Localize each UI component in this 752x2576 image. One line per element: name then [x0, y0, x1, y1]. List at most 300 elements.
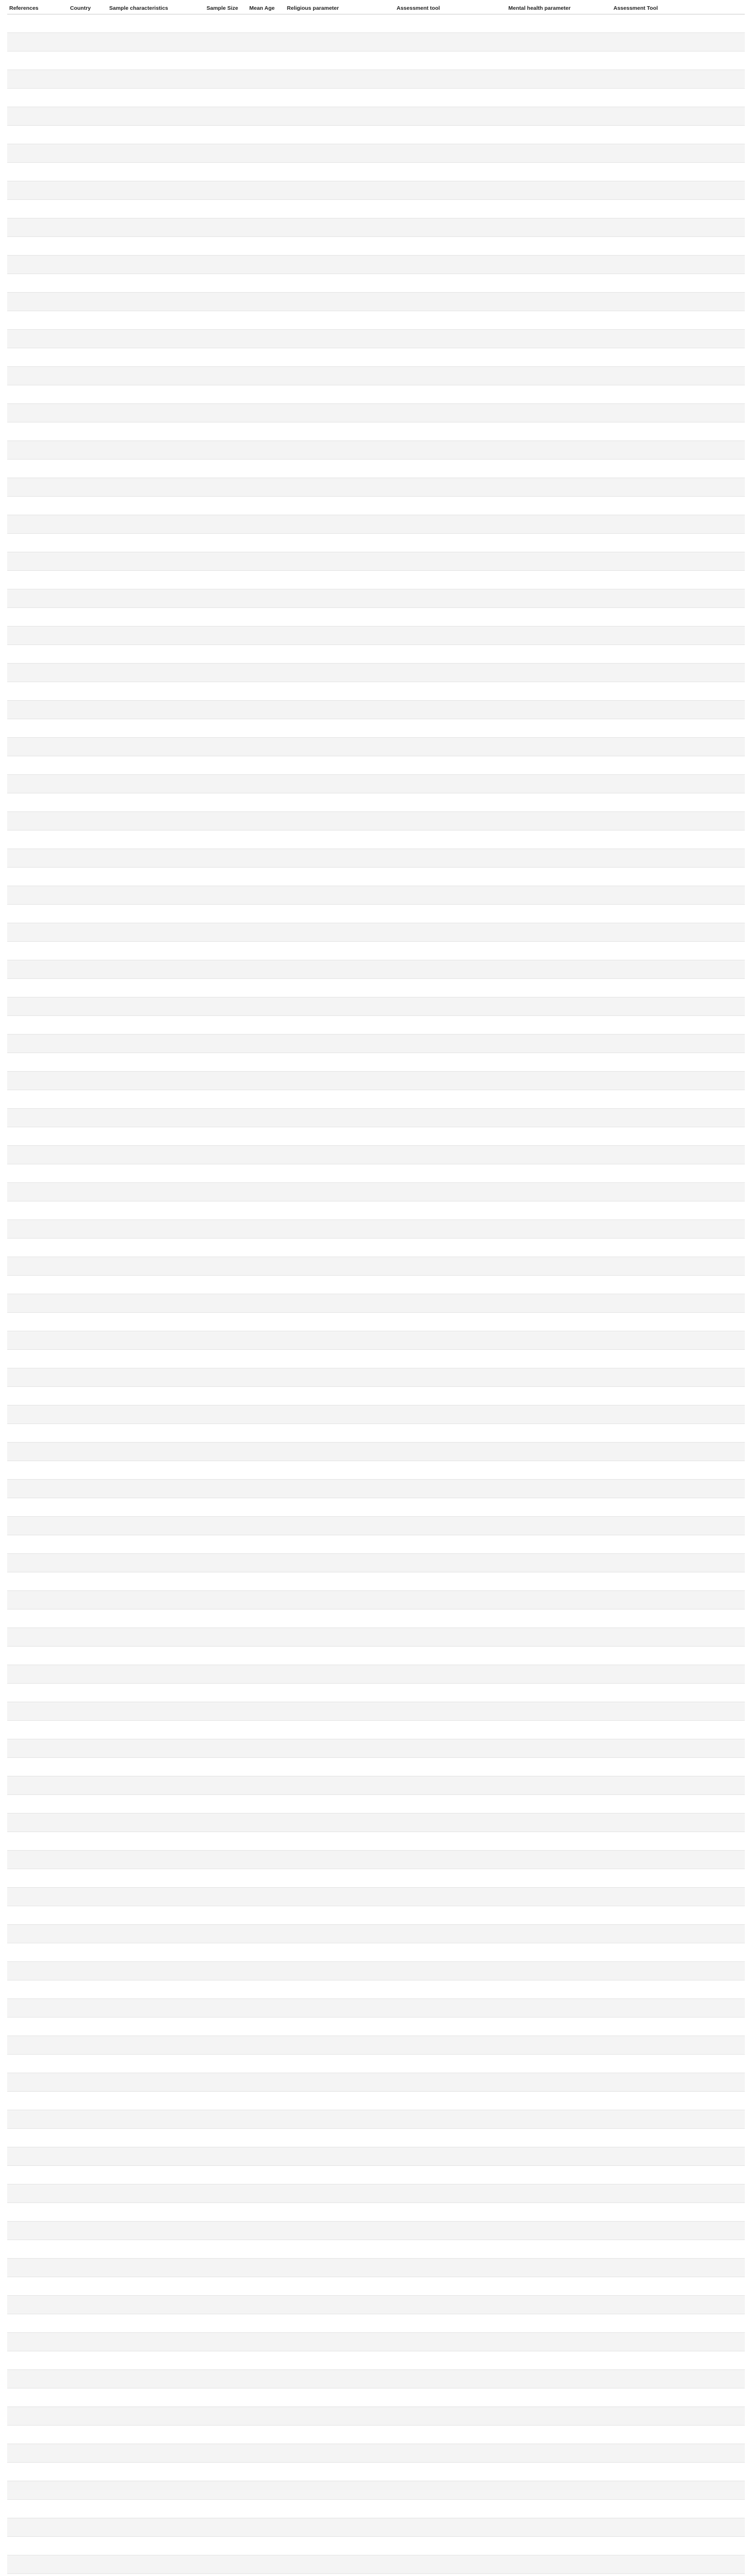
cell-sample-characteristics [107, 905, 204, 923]
header-sample-characteristics: Sample characteristics [107, 3, 204, 14]
cell-references[interactable] [7, 181, 68, 200]
cell-sample-size [204, 2129, 247, 2147]
cell-references[interactable] [7, 1702, 68, 1721]
cell-mental-health-parameter [506, 181, 611, 200]
cell-references[interactable] [7, 2092, 68, 2110]
cell-references[interactable] [7, 1201, 68, 1220]
cell-references[interactable] [7, 2018, 68, 2036]
cell-references[interactable] [7, 1498, 68, 1517]
cell-references[interactable] [7, 1962, 68, 1980]
cell-references[interactable] [7, 2444, 68, 2463]
cell-sample-characteristics [107, 682, 204, 701]
cell-references[interactable] [7, 2110, 68, 2129]
table-row [7, 2463, 745, 2481]
cell-assessment-tool-religion [395, 144, 506, 163]
cell-references[interactable] [7, 1350, 68, 1368]
cell-assessment-tool-mental-health [611, 2388, 745, 2407]
cell-references[interactable] [7, 2296, 68, 2314]
cell-references[interactable] [7, 1758, 68, 1776]
cell-references[interactable] [7, 1387, 68, 1405]
cell-mental-health-parameter [506, 2147, 611, 2166]
cell-mean-age [247, 404, 285, 422]
cell-mean-age [247, 70, 285, 89]
cell-mental-health-parameter [506, 1164, 611, 1183]
cell-references[interactable] [7, 404, 68, 422]
cell-references[interactable] [7, 1776, 68, 1795]
cell-references[interactable] [7, 330, 68, 348]
cell-references[interactable] [7, 2518, 68, 2537]
cell-references[interactable] [7, 1888, 68, 1906]
cell-country [68, 70, 107, 89]
cell-country [68, 1164, 107, 1183]
cell-assessment-tool-mental-health [611, 14, 745, 33]
cell-mental-health-parameter [506, 1183, 611, 1201]
cell-sample-characteristics [107, 144, 204, 163]
cell-references[interactable] [7, 942, 68, 960]
cell-references[interactable] [7, 1999, 68, 2018]
cell-references[interactable] [7, 886, 68, 905]
cell-country [68, 497, 107, 515]
cell-country [68, 441, 107, 460]
cell-references[interactable] [7, 701, 68, 719]
cell-references[interactable] [7, 793, 68, 812]
cell-religious-parameter [285, 1925, 395, 1943]
cell-mean-age [247, 1276, 285, 1294]
table-row [7, 645, 745, 664]
cell-assessment-tool-mental-health [611, 1072, 745, 1090]
cell-assessment-tool-religion [395, 1739, 506, 1758]
table-row [7, 2147, 745, 2166]
cell-references[interactable] [7, 1851, 68, 1869]
cell-references[interactable] [7, 997, 68, 1016]
cell-references[interactable] [7, 1090, 68, 1109]
cell-references[interactable] [7, 1572, 68, 1591]
cell-references[interactable] [7, 2481, 68, 2500]
cell-references[interactable] [7, 1072, 68, 1090]
cell-mental-health-parameter [506, 1609, 611, 1628]
cell-sample-size [204, 1368, 247, 1387]
cell-country [68, 274, 107, 293]
cell-references[interactable] [7, 311, 68, 330]
cell-references[interactable] [7, 2555, 68, 2574]
cell-mental-health-parameter [506, 1035, 611, 1053]
cell-references[interactable] [7, 1053, 68, 1072]
cell-references[interactable] [7, 1257, 68, 1276]
cell-mean-age [247, 1535, 285, 1554]
cell-references[interactable] [7, 460, 68, 478]
cell-references[interactable] [7, 107, 68, 126]
cell-religious-parameter [285, 2481, 395, 2500]
cell-references[interactable] [7, 645, 68, 664]
cell-references[interactable] [7, 923, 68, 942]
cell-references[interactable] [7, 552, 68, 571]
cell-references[interactable] [7, 478, 68, 497]
cell-references[interactable] [7, 1368, 68, 1387]
cell-references[interactable] [7, 1925, 68, 1943]
cell-country [68, 2537, 107, 2555]
cell-references[interactable] [7, 274, 68, 293]
cell-sample-size [204, 441, 247, 460]
cell-mean-age [247, 886, 285, 905]
cell-references[interactable] [7, 756, 68, 775]
cell-references[interactable] [7, 1183, 68, 1201]
cell-assessment-tool-religion [395, 812, 506, 831]
cell-sample-characteristics [107, 2055, 204, 2073]
cell-sample-size [204, 237, 247, 256]
cell-country [68, 330, 107, 348]
cell-mental-health-parameter [506, 2296, 611, 2314]
cell-assessment-tool-mental-health [611, 831, 745, 849]
cell-sample-characteristics [107, 1554, 204, 1572]
cell-mean-age [247, 738, 285, 756]
cell-sample-characteristics [107, 2518, 204, 2537]
cell-mental-health-parameter [506, 1721, 611, 1739]
cell-references[interactable] [7, 1239, 68, 1257]
cell-references[interactable] [7, 441, 68, 460]
cell-references[interactable] [7, 2407, 68, 2426]
cell-references[interactable] [7, 1628, 68, 1647]
cell-mental-health-parameter [506, 1554, 611, 1572]
cell-mean-age [247, 1647, 285, 1665]
cell-sample-size [204, 1591, 247, 1609]
cell-references[interactable] [7, 2537, 68, 2555]
cell-references[interactable] [7, 1832, 68, 1851]
cell-assessment-tool-mental-health [611, 367, 745, 385]
cell-sample-size [204, 1572, 247, 1591]
cell-references[interactable] [7, 812, 68, 831]
cell-references[interactable] [7, 664, 68, 682]
cell-references[interactable] [7, 497, 68, 515]
table-row [7, 1294, 745, 1313]
cell-religious-parameter [285, 2110, 395, 2129]
table-row [7, 1368, 745, 1387]
cell-references[interactable] [7, 52, 68, 70]
cell-references[interactable] [7, 1609, 68, 1628]
cell-religious-parameter [285, 237, 395, 256]
cell-assessment-tool-religion [395, 2092, 506, 2110]
cell-mean-age [247, 2518, 285, 2537]
cell-sample-size [204, 1758, 247, 1776]
cell-references[interactable] [7, 89, 68, 107]
cell-references[interactable] [7, 960, 68, 979]
cell-references[interactable] [7, 2073, 68, 2092]
cell-assessment-tool-religion [395, 2314, 506, 2333]
cell-mental-health-parameter [506, 775, 611, 793]
cell-mental-health-parameter [506, 1405, 611, 1424]
cell-sample-size [204, 1443, 247, 1461]
cell-religious-parameter [285, 1127, 395, 1146]
cell-references[interactable] [7, 1220, 68, 1239]
cell-country [68, 831, 107, 849]
cell-references[interactable] [7, 1554, 68, 1572]
cell-assessment-tool-mental-health [611, 2018, 745, 2036]
cell-assessment-tool-mental-health [611, 2407, 745, 2426]
cell-assessment-tool-religion [395, 2277, 506, 2296]
cell-country [68, 107, 107, 126]
cell-mean-age [247, 1814, 285, 1832]
cell-references[interactable] [7, 1294, 68, 1313]
cell-assessment-tool-mental-health [611, 1832, 745, 1851]
cell-country [68, 1721, 107, 1739]
cell-references[interactable] [7, 1480, 68, 1498]
cell-references[interactable] [7, 1331, 68, 1350]
cell-mean-age [247, 1035, 285, 1053]
cell-sample-size [204, 1313, 247, 1331]
cell-sample-size [204, 1239, 247, 1257]
cell-religious-parameter [285, 1276, 395, 1294]
cell-references[interactable] [7, 775, 68, 793]
cell-religious-parameter [285, 2240, 395, 2259]
cell-references[interactable] [7, 2184, 68, 2203]
cell-sample-size [204, 385, 247, 404]
cell-mental-health-parameter [506, 1999, 611, 2018]
cell-religious-parameter [285, 1368, 395, 1387]
cell-references[interactable] [7, 1405, 68, 1424]
cell-mean-age [247, 1016, 285, 1035]
cell-country [68, 1591, 107, 1609]
cell-references[interactable] [7, 2500, 68, 2518]
cell-religious-parameter [285, 14, 395, 33]
cell-references[interactable] [7, 1164, 68, 1183]
cell-assessment-tool-mental-health [611, 2481, 745, 2500]
cell-references[interactable] [7, 1591, 68, 1609]
table-row [7, 1814, 745, 1832]
cell-references[interactable] [7, 1109, 68, 1127]
cell-references[interactable] [7, 144, 68, 163]
cell-sample-characteristics [107, 441, 204, 460]
cell-religious-parameter [285, 1832, 395, 1851]
cell-references[interactable] [7, 515, 68, 534]
cell-sample-characteristics [107, 1109, 204, 1127]
cell-references[interactable] [7, 571, 68, 589]
cell-mental-health-parameter [506, 441, 611, 460]
cell-mental-health-parameter [506, 1350, 611, 1368]
cell-references[interactable] [7, 1684, 68, 1702]
table-row [7, 812, 745, 831]
cell-references[interactable] [7, 2222, 68, 2240]
cell-country [68, 1146, 107, 1164]
cell-mental-health-parameter [506, 1758, 611, 1776]
cell-mean-age [247, 2407, 285, 2426]
cell-assessment-tool-religion [395, 1943, 506, 1962]
cell-references[interactable] [7, 738, 68, 756]
cell-mean-age [247, 367, 285, 385]
cell-religious-parameter [285, 1461, 395, 1480]
cell-sample-characteristics [107, 2426, 204, 2444]
cell-religious-parameter [285, 1591, 395, 1609]
cell-country [68, 997, 107, 1016]
cell-country [68, 2388, 107, 2407]
cell-mean-age [247, 422, 285, 441]
cell-references[interactable] [7, 1424, 68, 1443]
cell-sample-size [204, 2073, 247, 2092]
cell-mental-health-parameter [506, 905, 611, 923]
cell-assessment-tool-mental-health [611, 89, 745, 107]
cell-references[interactable] [7, 1517, 68, 1535]
cell-sample-characteristics [107, 218, 204, 237]
cell-country [68, 2110, 107, 2129]
cell-assessment-tool-religion [395, 441, 506, 460]
cell-references[interactable] [7, 626, 68, 645]
cell-references[interactable] [7, 1647, 68, 1665]
cell-references[interactable] [7, 534, 68, 552]
cell-sample-characteristics [107, 2129, 204, 2147]
cell-country [68, 2574, 107, 2576]
cell-mental-health-parameter [506, 2222, 611, 2240]
cell-references[interactable] [7, 719, 68, 738]
cell-references[interactable] [7, 2240, 68, 2259]
cell-country [68, 1702, 107, 1721]
cell-mental-health-parameter [506, 2351, 611, 2370]
cell-religious-parameter [285, 719, 395, 738]
cell-references[interactable] [7, 126, 68, 144]
cell-references[interactable] [7, 2259, 68, 2277]
cell-mean-age [247, 2426, 285, 2444]
header-references: References [7, 3, 68, 14]
cell-religious-parameter [285, 552, 395, 571]
cell-references[interactable] [7, 2203, 68, 2222]
cell-references[interactable] [7, 1016, 68, 1035]
cell-sample-characteristics [107, 2277, 204, 2296]
cell-references[interactable] [7, 2166, 68, 2184]
cell-references[interactable] [7, 1980, 68, 1999]
table-row [7, 274, 745, 293]
cell-assessment-tool-mental-health [611, 330, 745, 348]
cell-assessment-tool-religion [395, 1220, 506, 1239]
cell-references[interactable] [7, 348, 68, 367]
cell-references[interactable] [7, 1906, 68, 1925]
cell-references[interactable] [7, 33, 68, 52]
cell-mental-health-parameter [506, 1424, 611, 1443]
cell-mental-health-parameter [506, 886, 611, 905]
cell-references[interactable] [7, 682, 68, 701]
cell-sample-characteristics [107, 2314, 204, 2333]
cell-references[interactable] [7, 367, 68, 385]
cell-references[interactable] [7, 237, 68, 256]
cell-references[interactable] [7, 1443, 68, 1461]
cell-references[interactable] [7, 2277, 68, 2296]
cell-references[interactable] [7, 200, 68, 218]
cell-references[interactable] [7, 979, 68, 997]
cell-references[interactable] [7, 2351, 68, 2370]
cell-mental-health-parameter [506, 2518, 611, 2537]
cell-references[interactable] [7, 1461, 68, 1480]
cell-religious-parameter [285, 1387, 395, 1405]
cell-references[interactable] [7, 2370, 68, 2388]
cell-assessment-tool-religion [395, 70, 506, 89]
cell-references[interactable] [7, 2147, 68, 2166]
cell-references[interactable] [7, 2036, 68, 2055]
cell-mental-health-parameter [506, 1572, 611, 1591]
cell-sample-size [204, 979, 247, 997]
cell-assessment-tool-mental-health [611, 701, 745, 719]
cell-references[interactable] [7, 256, 68, 274]
table-row [7, 923, 745, 942]
cell-religious-parameter [285, 181, 395, 200]
cell-references[interactable] [7, 2574, 68, 2576]
cell-references[interactable] [7, 2426, 68, 2444]
cell-references[interactable] [7, 1869, 68, 1888]
cell-assessment-tool-mental-health [611, 2222, 745, 2240]
cell-assessment-tool-mental-health [611, 2333, 745, 2351]
cell-country [68, 1405, 107, 1424]
cell-mean-age [247, 1183, 285, 1201]
cell-references[interactable] [7, 589, 68, 608]
cell-references[interactable] [7, 1795, 68, 1814]
cell-references[interactable] [7, 1535, 68, 1554]
cell-mean-age [247, 2092, 285, 2110]
cell-country [68, 905, 107, 923]
cell-references[interactable] [7, 70, 68, 89]
cell-references[interactable] [7, 163, 68, 181]
cell-references[interactable] [7, 1943, 68, 1962]
cell-references[interactable] [7, 1035, 68, 1053]
cell-country [68, 738, 107, 756]
cell-sample-characteristics [107, 52, 204, 70]
cell-assessment-tool-religion [395, 1554, 506, 1572]
cell-references[interactable] [7, 1739, 68, 1758]
cell-references[interactable] [7, 608, 68, 626]
cell-references[interactable] [7, 849, 68, 868]
cell-assessment-tool-mental-health [611, 812, 745, 831]
cell-mental-health-parameter [506, 1127, 611, 1146]
cell-references[interactable] [7, 293, 68, 311]
cell-references[interactable] [7, 868, 68, 886]
cell-references[interactable] [7, 1313, 68, 1331]
cell-references[interactable] [7, 14, 68, 33]
cell-sample-characteristics [107, 923, 204, 942]
cell-assessment-tool-religion [395, 942, 506, 960]
cell-religious-parameter [285, 608, 395, 626]
cell-assessment-tool-mental-health [611, 775, 745, 793]
cell-references[interactable] [7, 2314, 68, 2333]
cell-religious-parameter [285, 2092, 395, 2110]
cell-references[interactable] [7, 1665, 68, 1684]
cell-references[interactable] [7, 2333, 68, 2351]
cell-assessment-tool-religion [395, 1239, 506, 1257]
cell-references[interactable] [7, 1146, 68, 1164]
cell-country [68, 200, 107, 218]
cell-sample-characteristics [107, 1906, 204, 1925]
cell-assessment-tool-mental-health [611, 2203, 745, 2222]
cell-references[interactable] [7, 1814, 68, 1832]
cell-religious-parameter [285, 52, 395, 70]
cell-mean-age [247, 89, 285, 107]
cell-references[interactable] [7, 905, 68, 923]
cell-assessment-tool-mental-health [611, 1035, 745, 1053]
cell-assessment-tool-religion [395, 1257, 506, 1276]
cell-references[interactable] [7, 831, 68, 849]
cell-references[interactable] [7, 2129, 68, 2147]
table-row [7, 367, 745, 385]
cell-references[interactable] [7, 1276, 68, 1294]
cell-assessment-tool-religion [395, 1443, 506, 1461]
cell-references[interactable] [7, 2388, 68, 2407]
cell-mental-health-parameter [506, 719, 611, 738]
cell-sample-characteristics [107, 274, 204, 293]
cell-mean-age [247, 2444, 285, 2463]
cell-references[interactable] [7, 2055, 68, 2073]
cell-sample-characteristics [107, 293, 204, 311]
cell-references[interactable] [7, 218, 68, 237]
cell-references[interactable] [7, 1721, 68, 1739]
cell-references[interactable] [7, 422, 68, 441]
cell-references[interactable] [7, 1127, 68, 1146]
cell-assessment-tool-mental-health [611, 2110, 745, 2129]
cell-references[interactable] [7, 385, 68, 404]
cell-references[interactable] [7, 2463, 68, 2481]
cell-mental-health-parameter [506, 200, 611, 218]
